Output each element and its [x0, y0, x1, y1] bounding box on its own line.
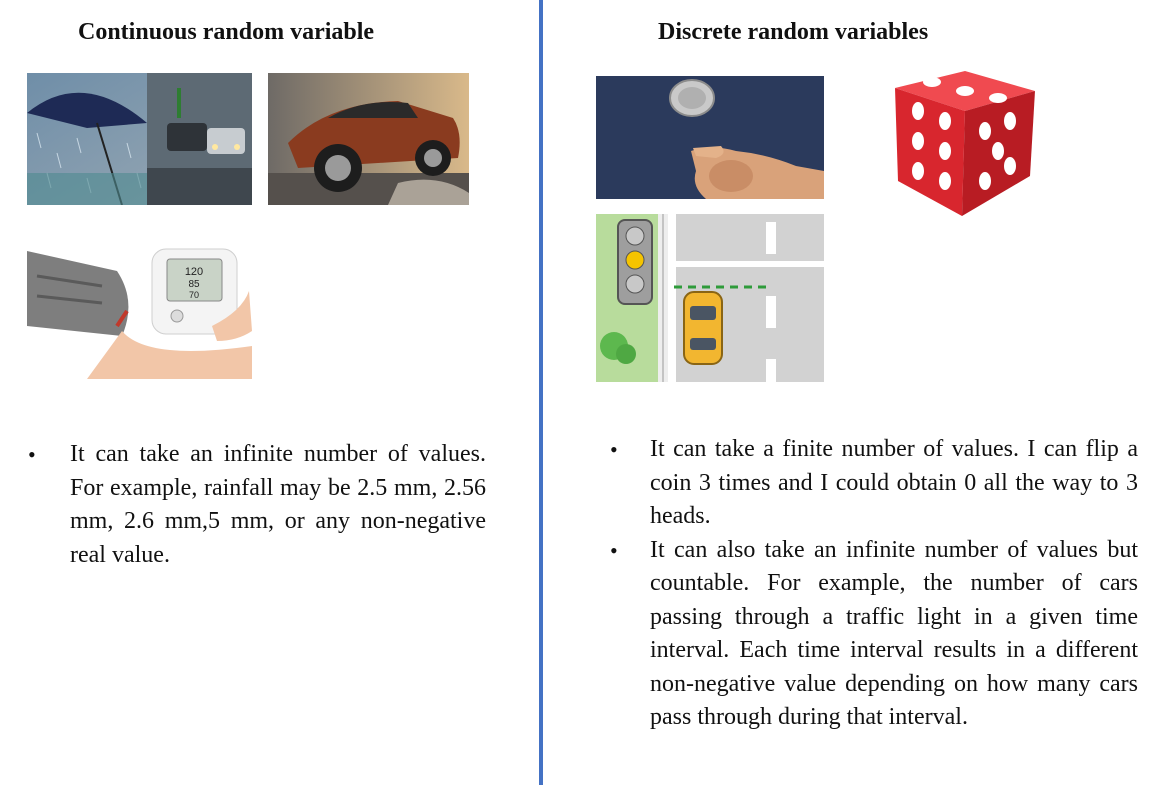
- column-divider: [539, 0, 543, 785]
- traffic-light-intersection-image: [596, 214, 824, 382]
- discrete-bullet-2: • It can also take an infinite number of values but countable. For example, the number of cars passing through a traffic light in a given time interval. Each time interval results in a different non-negative value depending on how many cars pass through during that interval.: [650, 534, 1138, 735]
- continuous-bullets: [70, 438, 486, 572]
- discrete-heading: Discrete random variables: [658, 19, 929, 45]
- coin-flip-image: [596, 76, 824, 199]
- discrete-bullets: [650, 433, 1138, 735]
- speeding-car-image: [268, 73, 469, 205]
- monitor-reading-sys: 120: [184, 266, 204, 278]
- continuous-bullet-1: • It can take an infinite number of values. For example, rainfall may be 2.5 mm, 2.56 mm, 2.6 mm,5 mm, or any non-negative real value.: [70, 438, 486, 572]
- continuous-heading: Continuous random variable: [78, 19, 375, 45]
- discrete-bullet-1: • It can take a finite number of values. I can flip a coin 3 times and I could obtain 0 all the way to 3 heads.: [650, 433, 1138, 534]
- blood-pressure-monitor-image: [27, 231, 252, 379]
- monitor-reading-dia: 85: [188, 279, 200, 290]
- red-dice-image: [870, 66, 1050, 221]
- monitor-reading-pulse: 70: [188, 290, 200, 300]
- rain-umbrella-traffic-image: [27, 73, 252, 205]
